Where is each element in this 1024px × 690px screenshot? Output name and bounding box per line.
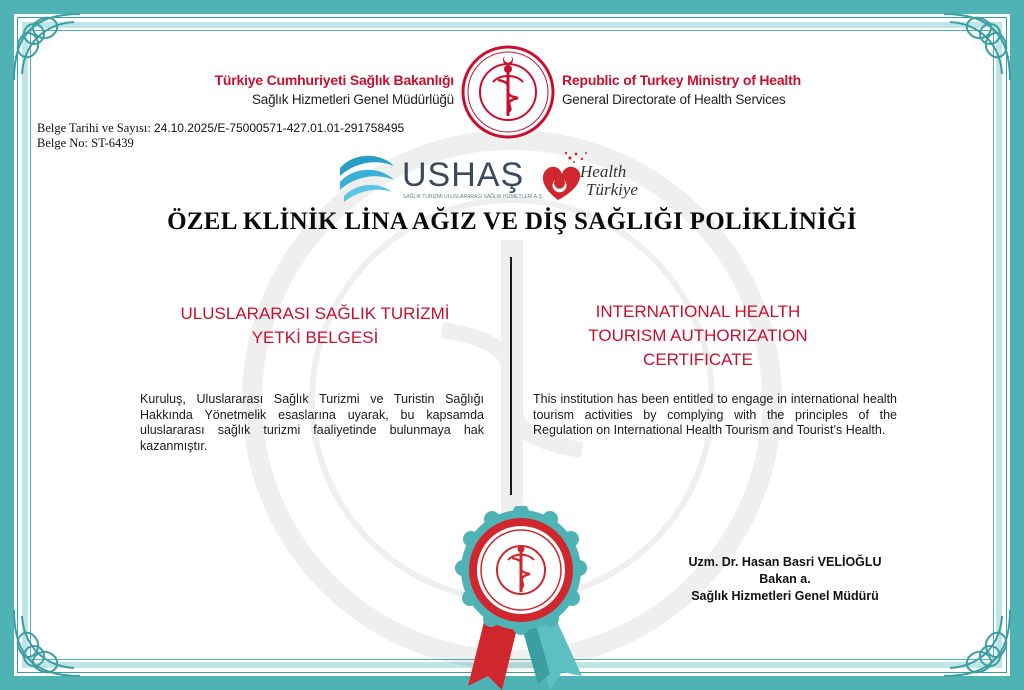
ushas-subtitle: SAĞLIK TURİZMİ ULUSLARARASI SAĞLIK HİZMETLERİ A.Ş. [403,194,544,200]
ushas-logo-icon [336,150,398,204]
health-wordmark: Health [580,162,627,181]
heading-tr-line1: ULUSLARARASI SAĞLIK TURİZMİ [180,304,450,323]
heading-en-line3: CERTIFICATE [643,350,753,369]
signatory-role: Bakan a. [759,572,811,586]
certificate-body-tr: Kuruluş, Uluslararası Sağlık Turizmi ve Turistin Sağlığı Hakkında Yönetmelik esaslarına uyarak, bu kapsamda uluslararası sağlık turizmi faaliyetinde bulunmaya hak kazanmıştır. [140,392,484,453]
ministry-name-en: Republic of Turkey Ministry of Health [562,72,801,88]
turkiye-wordmark: Türkiye [586,180,638,199]
document-date-label: Belge Tarihi ve Sayısı: [37,121,151,135]
clinic-name-title: ÖZEL KLİNİK LİNA AĞIZ VE DİŞ SAĞLIĞI POLİKLİNİĞİ [167,208,857,235]
rosette-seal-icon [426,506,616,690]
column-divider [510,257,512,495]
heading-tr-line2: YETKİ BELGESİ [251,328,379,347]
directorate-name-tr: Sağlık Hizmetleri Genel Müdürlüğü [252,92,454,107]
document-number: Belge No: ST-6439 [37,136,134,150]
ministry-seal-icon [460,44,556,140]
document-date-number [37,121,404,136]
heading-en-line1: INTERNATIONAL HEALTH [595,302,801,321]
corner-ornament-icon [4,4,90,90]
directorate-name-en: General Directorate of Health Services [562,92,786,107]
signatory-title: Sağlık Hizmetleri Genel Müdürü [691,589,879,603]
certificate-heading-en [528,300,868,372]
certificate-body-en: This institution has been entitled to engage in international health tourism activities by complying with the principles of the Regulation on International Health Tourism and Tourist’s Health. [533,392,897,437]
signatory-name: Uzm. Dr. Hasan Basri VELİOĞLU [688,555,882,569]
corner-ornament-icon [934,600,1020,686]
document-date-value: 24.10.2025/E-75000571-427.01.01-291758495 [153,121,405,135]
corner-ornament-icon [4,600,90,686]
heading-en-line2: TOURISM AUTHORIZATION [588,326,808,345]
ushas-wordmark: USHAŞ [402,156,525,194]
ministry-name-tr: Türkiye Cumhuriyeti Sağlık Bakanlığı [214,72,454,88]
signature-block [660,554,910,605]
corner-ornament-icon [934,4,1020,90]
certificate-heading-tr [140,302,490,350]
